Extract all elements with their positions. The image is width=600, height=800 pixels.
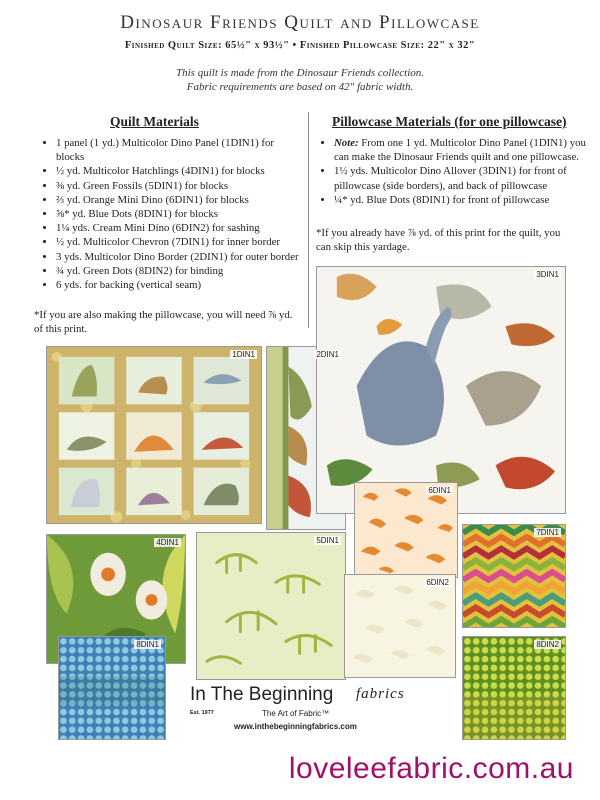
quilt-materials-list [42,136,304,292]
list-item: • 1¼ yds. Cream Mini Dino (6DIN2) for sashing [56,221,304,235]
swatch-6din1 [354,482,458,578]
swatch-code-label: 4DIN1 [156,538,179,547]
finished-size-line: Finished Quilt Size: 65½" x 93½" • Finished Pillowcase Size: 22" x 32" [124,40,476,51]
list-item: • ⅔ yd. Orange Mini Dino (6DIN1) for blocks [56,193,304,207]
brand-name: In The Beginning [190,684,334,705]
column-divider [308,112,309,328]
collection-note-line2: Fabric requirements are based on 42" fabric width. [186,81,414,93]
swatch-code-label: 6DIN1 [428,486,451,495]
brand-url: www.inthebeginningfabrics.com [234,722,357,731]
brand-established: Est. 1977 [190,710,214,716]
swatch-code-label: 5DIN1 [316,536,339,545]
swatch-code-label: 2DIN1 [316,350,339,359]
site-watermark: loveleefabric.com.au [288,752,574,785]
quilt-materials-heading: Quilt Materials [110,114,199,129]
swatch-code-label: 8DIN1 [136,640,159,649]
swatch-3din1 [316,266,566,514]
dino-allover-image [317,267,565,513]
cream-mini-dino-image [345,575,455,677]
brand-fabrics-script: fabrics [356,686,405,702]
page-title: Dinosaur Friends Quilt and Pillowcase [120,12,480,33]
swatch-1din1 [46,346,262,524]
blue-dots-image [59,637,165,739]
pillowcase-materials-list [320,136,592,207]
quilt-footnote: *If you are also making the pillowcase, you will need ⅞ yd. of this print. [34,309,293,335]
swatch-code-label: 3DIN1 [536,270,559,279]
swatch-code-label: 1DIN1 [232,350,255,359]
list-item: • 6 yds. for backing (vertical seam) [56,278,304,292]
note-text: From one 1 yd. Multicolor Dino Panel (1DIN1) you can make the Dinosaur Friends quilt and one pillowcase. [334,137,586,164]
pillowcase-materials-heading: Pillowcase Materials (for one pillowcase) [332,114,567,129]
swatch-6din2 [344,574,456,678]
brand-logo [190,684,440,744]
swatch-code-label: 7DIN1 [536,528,559,537]
orange-mini-dino-image [355,483,457,577]
swatch-code-label: 8DIN2 [536,640,559,649]
green-dots-image [463,637,565,739]
chevron-image [463,525,565,627]
collection-note [0,66,600,94]
swatch-7din1 [462,524,566,628]
list-item: • 1 panel (1 yd.) Multicolor Dino Panel (1DIN1) for blocks [56,136,304,164]
swatch-5din1 [196,532,346,680]
pillowcase-footnote: *If you already have ⅞ yd. of this print for the quilt, you can skip this yardage. [316,227,561,253]
swatch-8din2 [462,636,566,740]
list-item [334,136,592,164]
list-item: • ⅜ yd. Green Fossils (5DIN1) for blocks [56,179,304,193]
list-item: • ¾ yd. Green Dots (8DIN2) for binding [56,264,304,278]
collection-note-line1: This quilt is made from the Dinosaur Friends collection. [176,67,424,79]
swatch-8din1 [58,636,166,740]
list-item: • ½ yd. Multicolor Hatchlings (4DIN1) for blocks [56,164,304,178]
brand-tagline: The Art of Fabric™ [262,709,330,718]
dino-panel-image [47,347,261,523]
list-item: • ½ yd. Multicolor Chevron (7DIN1) for inner border [56,235,304,249]
green-fossils-image [197,533,345,679]
swatch-code-label: 6DIN2 [426,578,449,587]
list-item: • 3 yds. Multicolor Dino Border (2DIN1) for outer border [56,250,304,264]
list-item: • ⅝* yd. Blue Dots (8DIN1) for blocks [56,207,304,221]
list-item: • ¼* yd. Blue Dots (8DIN1) for front of pillowcase [334,193,592,207]
list-item: • 1½ yds. Multicolor Dino Allover (3DIN1) for front of pillowcase (side borders), and back of pillowcase [334,164,592,192]
note-label: Note: [334,137,359,149]
